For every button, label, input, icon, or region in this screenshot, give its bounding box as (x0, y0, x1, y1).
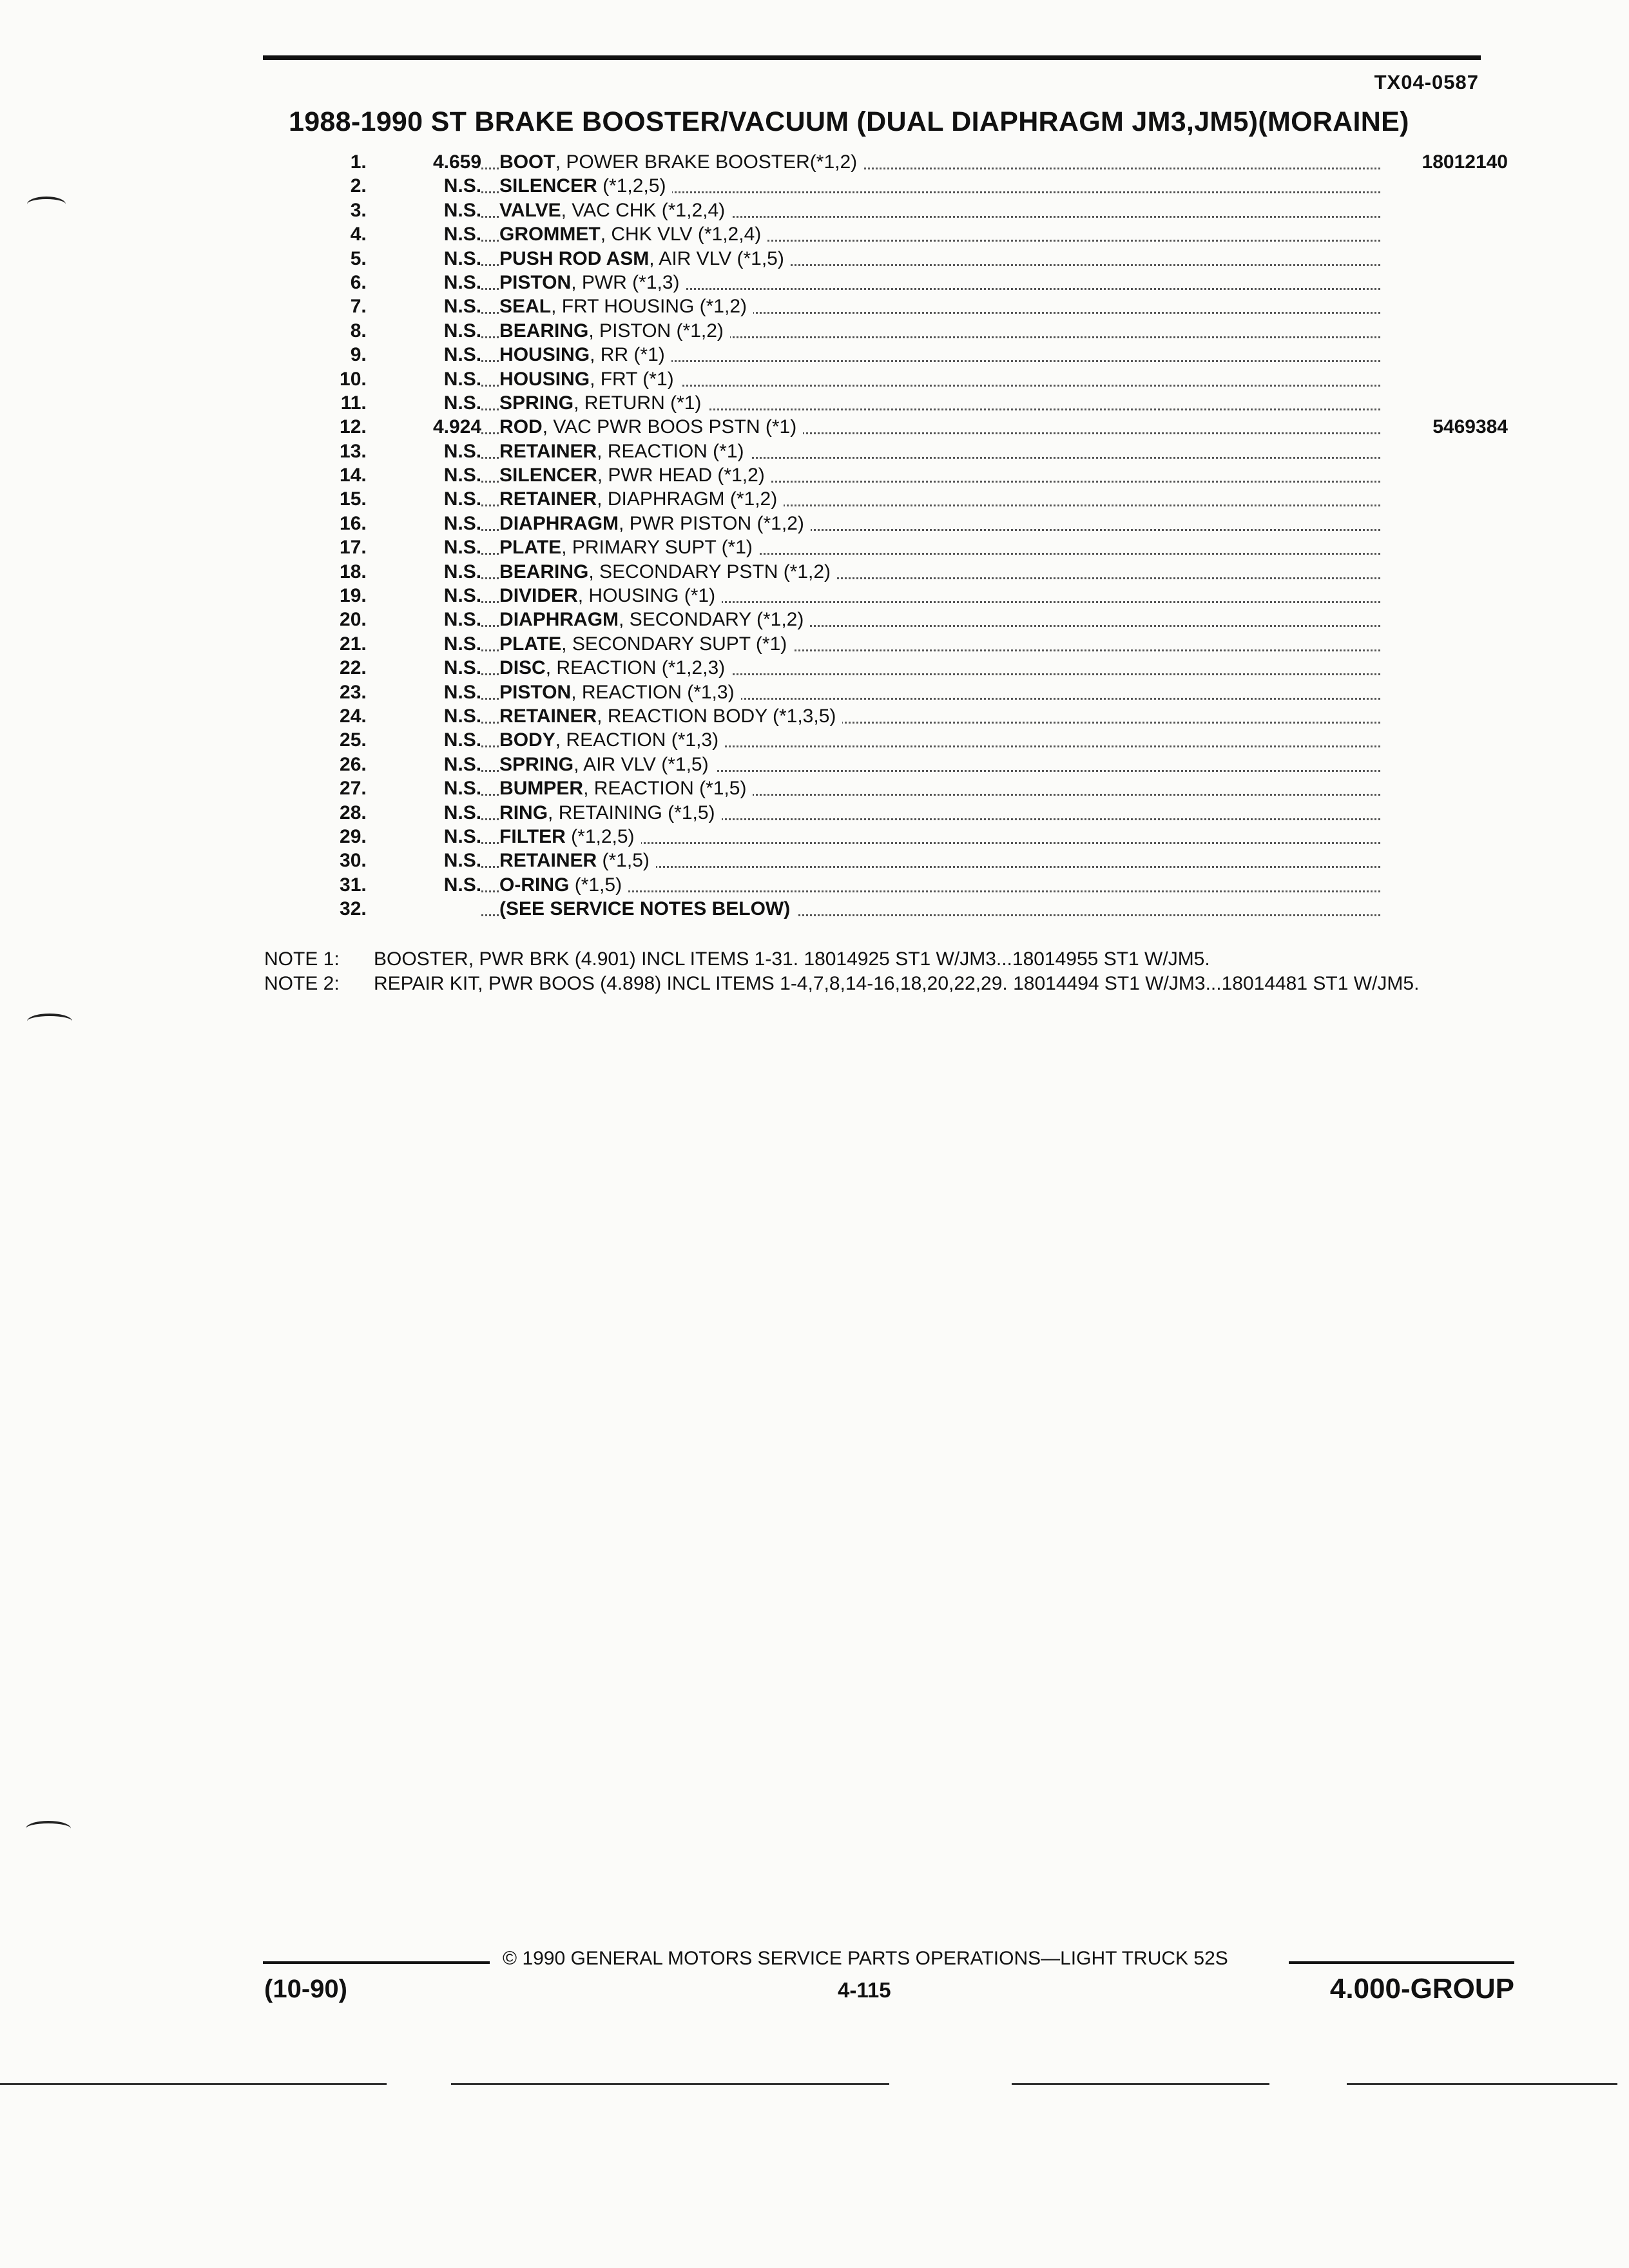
scan-artifact-line (0, 2083, 387, 2085)
item-number: 17. (340, 537, 367, 559)
illustration-number: N.S. (443, 802, 482, 823)
part-row (284, 753, 1508, 776)
part-row (284, 704, 1508, 728)
part-detail: , PRIMARY SUPT (*1) (561, 537, 753, 559)
part-description (481, 150, 1380, 174)
part-detail: , REACTION (*1,3) (571, 681, 735, 703)
gm-part-number (1380, 391, 1508, 415)
part-detail: , REACTION (*1,3) (555, 729, 719, 751)
scan-artifact-mark (27, 1014, 72, 1029)
gm-part-number (1380, 294, 1508, 318)
item-number: 23. (340, 681, 367, 703)
part-detail: , RR (*1) (590, 344, 665, 366)
part-description (481, 343, 1380, 367)
illustration-number: N.S. (443, 657, 482, 679)
part-name: RING (499, 802, 548, 823)
part-detail: , FRT HOUSING (*1,2) (551, 296, 747, 318)
item-number: 25. (340, 729, 367, 751)
scan-artifact-line (451, 2083, 889, 2085)
scan-artifact-mark (26, 1821, 71, 1836)
gm-part-number: 5469384 (1432, 416, 1508, 438)
part-detail: , POWER BRAKE BOOSTER(*1,2) (555, 151, 858, 173)
part-name: (SEE SERVICE NOTES BELOW) (499, 898, 791, 920)
illustration-number: N.S. (443, 681, 482, 703)
part-detail: , AIR VLV (*1,5) (649, 247, 784, 269)
part-name: SEAL (499, 296, 552, 318)
part-description (481, 487, 1380, 511)
part-detail: , RETAINING (*1,5) (548, 802, 715, 823)
part-row (284, 391, 1508, 415)
part-name: ROD (499, 416, 543, 438)
part-row (284, 487, 1508, 511)
gm-part-number (1380, 439, 1508, 463)
part-name: DIAPHRAGM (499, 512, 619, 534)
note-row (264, 947, 1521, 972)
part-name: RETAINER (499, 705, 597, 727)
part-row (284, 776, 1508, 800)
part-row (284, 294, 1508, 318)
gm-part-number (1380, 367, 1508, 391)
part-detail: , AIR VLV (*1,5) (574, 753, 709, 775)
illustration-number: N.S. (443, 729, 482, 751)
illustration-number (367, 897, 481, 921)
part-row (284, 801, 1508, 825)
item-number: 5. (350, 247, 367, 269)
illustration-number: N.S. (443, 633, 482, 655)
illustration-number: N.S. (443, 440, 482, 462)
item-number: 16. (340, 512, 367, 534)
gm-part-number (1380, 247, 1508, 271)
part-description (481, 463, 1380, 487)
item-number: 18. (340, 561, 367, 582)
part-row (284, 825, 1508, 849)
illustration-number: N.S. (443, 296, 482, 318)
part-description (481, 512, 1380, 535)
illustration-number: N.S. (443, 465, 482, 486)
part-detail: (*1,5) (597, 850, 650, 872)
part-description (481, 367, 1380, 391)
part-row (284, 512, 1508, 535)
part-description (481, 849, 1380, 872)
part-name: BEARING (499, 561, 589, 582)
part-name: PUSH ROD ASM (499, 247, 650, 269)
part-description (481, 608, 1380, 631)
part-description (481, 560, 1380, 584)
part-detail: , CHK VLV (*1,2,4) (600, 224, 762, 245)
part-name: BEARING (499, 320, 589, 341)
part-detail: , SECONDARY SUPT (*1) (561, 633, 787, 655)
item-number: 31. (340, 874, 367, 896)
illustration-number: N.S. (443, 175, 482, 197)
item-number: 10. (340, 368, 367, 390)
part-detail: , SECONDARY (*1,2) (619, 609, 804, 631)
note-text: BOOSTER, PWR BRK (4.901) INCL ITEMS 1-31. 18014925 ST1 W/JM3...18014955 ST1 W/JM5. (374, 948, 1210, 970)
part-row (284, 439, 1508, 463)
illustration-number: N.S. (443, 199, 482, 221)
item-number: 7. (350, 296, 367, 318)
part-detail: , FRT (*1) (590, 368, 674, 390)
part-description (481, 753, 1380, 776)
page-number: 4-115 (838, 1978, 891, 2002)
part-detail: , VAC CHK (*1,2,4) (561, 199, 726, 221)
illustration-number: 4.924 (432, 416, 482, 438)
part-detail: , PISTON (*1,2) (588, 320, 724, 341)
part-name: PLATE (499, 537, 562, 559)
item-number: 3. (350, 199, 367, 221)
part-row (284, 656, 1508, 680)
part-row (284, 247, 1508, 271)
illustration-number: N.S. (443, 488, 482, 510)
group-number: 4.000-GROUP (1329, 1973, 1514, 2004)
top-rule (263, 55, 1481, 60)
gm-part-number (1380, 776, 1508, 800)
revision-date: (10-90) (264, 1975, 347, 2003)
illustration-number: N.S. (443, 850, 482, 872)
gm-part-number (1380, 801, 1508, 825)
item-number: 29. (340, 825, 367, 847)
part-description (481, 415, 1380, 439)
part-description (481, 247, 1380, 271)
gm-part-number (1380, 343, 1508, 367)
scan-artifact-line (1012, 2083, 1269, 2085)
part-name: SILENCER (499, 465, 597, 486)
service-notes (264, 947, 1521, 996)
item-number: 9. (350, 344, 367, 366)
item-number: 8. (350, 320, 367, 341)
part-row (284, 632, 1508, 656)
item-number: 27. (340, 778, 367, 800)
part-description (481, 439, 1380, 463)
note-label: NOTE 2: (264, 973, 340, 994)
part-name: BOOT (499, 151, 555, 173)
part-row (284, 271, 1508, 294)
illustration-number: 4.659 (432, 151, 482, 173)
note-row (264, 972, 1521, 996)
part-description (481, 776, 1380, 800)
gm-part-number (1380, 463, 1508, 487)
illustration-number: N.S. (443, 609, 482, 631)
gm-part-number (1380, 873, 1508, 897)
part-detail: , VAC PWR BOOS PSTN (*1) (542, 416, 797, 438)
gm-part-number (1380, 849, 1508, 872)
note-label: NOTE 1: (264, 948, 340, 970)
gm-part-number (1380, 512, 1508, 535)
part-description (481, 680, 1380, 704)
gm-part-number (1380, 897, 1508, 921)
part-description (481, 294, 1380, 318)
part-row (284, 608, 1508, 631)
part-name: SPRING (499, 753, 574, 775)
part-name: O-RING (499, 874, 570, 896)
item-number: 11. (340, 392, 367, 414)
part-row (284, 873, 1508, 897)
gm-part-number (1380, 487, 1508, 511)
part-name: BUMPER (499, 778, 584, 800)
part-description (481, 632, 1380, 656)
part-name: RETAINER (499, 440, 597, 462)
part-name: VALVE (499, 199, 561, 221)
gm-part-number (1380, 753, 1508, 776)
item-number: 30. (340, 850, 367, 872)
part-description (481, 801, 1380, 825)
gm-part-number (1380, 728, 1508, 752)
part-description (481, 704, 1380, 728)
scan-artifact-line (1347, 2083, 1617, 2085)
part-detail: (*1,2,5) (565, 825, 635, 847)
illustration-number: N.S. (443, 344, 482, 366)
item-number: 19. (340, 585, 367, 607)
part-row (284, 560, 1508, 584)
item-number: 6. (350, 271, 367, 293)
part-detail: , PWR PISTON (*1,2) (619, 512, 804, 534)
footer-rule-right (1289, 1961, 1514, 1964)
item-number: 32. (340, 898, 367, 920)
part-description (481, 584, 1380, 608)
part-description (481, 873, 1380, 897)
part-description (481, 656, 1380, 680)
page-title: 1988-1990 ST BRAKE BOOSTER/VACUUM (DUAL DIAPHRAGM JM3,JM5)(MORAINE) (289, 106, 1409, 137)
item-number: 14. (340, 465, 367, 486)
gm-part-number (1380, 680, 1508, 704)
illustration-number: N.S. (443, 753, 482, 775)
part-row (284, 728, 1508, 752)
part-row (284, 463, 1508, 487)
illustration-number: N.S. (443, 320, 482, 341)
part-detail: , PWR (*1,3) (571, 271, 680, 293)
item-number: 22. (340, 657, 367, 679)
part-row (284, 849, 1508, 872)
item-number: 12. (340, 416, 367, 438)
gm-part-number (1380, 825, 1508, 849)
part-name: GROMMET (499, 224, 601, 245)
copyright-notice: © 1990 GENERAL MOTORS SERVICE PARTS OPERATIONS—LIGHT TRUCK 52S (503, 1948, 1228, 1969)
part-detail: , REACTION (*1) (597, 440, 744, 462)
illustration-number: N.S. (443, 368, 482, 390)
part-name: PISTON (499, 271, 572, 293)
part-detail: , SECONDARY PSTN (*1,2) (588, 561, 831, 582)
part-detail: , REACTION (*1,5) (583, 778, 747, 800)
illustration-number: N.S. (443, 224, 482, 245)
note-text: REPAIR KIT, PWR BOOS (4.898) INCL ITEMS 1-4,7,8,14-16,18,20,22,29. 18014494 ST1 W/JM3...18014481 ST1 W/JM5. (374, 973, 1420, 994)
part-description (481, 897, 1380, 921)
part-detail: , HOUSING (*1) (577, 585, 716, 607)
illustration-number: N.S. (443, 825, 482, 847)
part-row (284, 680, 1508, 704)
part-detail: (*1,2,5) (597, 175, 666, 197)
part-name: SPRING (499, 392, 574, 414)
part-row (284, 174, 1508, 198)
parts-list (284, 150, 1508, 921)
illustration-number: N.S. (443, 537, 482, 559)
part-row (284, 897, 1508, 921)
item-number: 4. (350, 224, 367, 245)
part-name: RETAINER (499, 850, 597, 872)
part-name: RETAINER (499, 488, 597, 510)
gm-part-number (1380, 222, 1508, 246)
part-row (284, 198, 1508, 222)
document-id: TX04-0587 (1374, 71, 1479, 93)
part-description (481, 198, 1380, 222)
part-description (481, 319, 1380, 343)
gm-part-number (1380, 174, 1508, 198)
part-name: DIVIDER (499, 585, 578, 607)
item-number: 21. (340, 633, 367, 655)
gm-part-number (1380, 584, 1508, 608)
part-detail: , REACTION (*1,2,3) (545, 657, 726, 679)
illustration-number: N.S. (443, 392, 482, 414)
part-row (284, 343, 1508, 367)
item-number: 24. (340, 705, 367, 727)
part-name: SILENCER (499, 175, 597, 197)
part-detail: , PWR HEAD (*1,2) (597, 465, 765, 486)
part-detail: , DIAPHRAGM (*1,2) (597, 488, 778, 510)
part-name: HOUSING (499, 344, 590, 366)
illustration-number: N.S. (443, 874, 482, 896)
item-number: 15. (340, 488, 367, 510)
illustration-number: N.S. (443, 585, 482, 607)
illustration-number: N.S. (443, 271, 482, 293)
footer-rule-left (263, 1961, 490, 1964)
part-row (284, 367, 1508, 391)
part-description (481, 391, 1380, 415)
part-description (481, 728, 1380, 752)
illustration-number: N.S. (443, 512, 482, 534)
part-row (284, 415, 1508, 439)
gm-part-number (1380, 535, 1508, 559)
part-description (481, 825, 1380, 849)
gm-part-number (1380, 704, 1508, 728)
item-number: 20. (340, 609, 367, 631)
part-row (284, 150, 1508, 174)
part-description (481, 535, 1380, 559)
part-description (481, 222, 1380, 246)
item-number: 13. (340, 440, 367, 462)
part-row (284, 319, 1508, 343)
item-number: 26. (340, 753, 367, 775)
gm-part-number (1380, 560, 1508, 584)
part-description (481, 174, 1380, 198)
illustration-number: N.S. (443, 778, 482, 800)
scan-artifact-mark (27, 197, 66, 212)
part-row (284, 584, 1508, 608)
part-detail: (*1,5) (569, 874, 622, 896)
illustration-number: N.S. (443, 561, 482, 582)
gm-part-number (1380, 319, 1508, 343)
gm-part-number (1380, 632, 1508, 656)
part-description (481, 271, 1380, 294)
item-number: 2. (350, 175, 367, 197)
gm-part-number (1380, 198, 1508, 222)
gm-part-number: 18012140 (1422, 151, 1508, 173)
gm-part-number (1380, 271, 1508, 294)
part-name: FILTER (499, 825, 566, 847)
illustration-number: N.S. (443, 705, 482, 727)
gm-part-number (1380, 608, 1508, 631)
part-detail: , RETURN (*1) (574, 392, 702, 414)
part-name: PLATE (499, 633, 562, 655)
part-name: HOUSING (499, 368, 590, 390)
part-detail: , REACTION BODY (*1,3,5) (597, 705, 836, 727)
part-name: DIAPHRAGM (499, 609, 619, 631)
part-row (284, 222, 1508, 246)
part-row (284, 535, 1508, 559)
gm-part-number (1380, 656, 1508, 680)
part-name: DISC (499, 657, 546, 679)
item-number: 28. (340, 802, 367, 823)
part-name: BODY (499, 729, 555, 751)
item-number: 1. (350, 151, 367, 173)
part-name: PISTON (499, 681, 572, 703)
illustration-number: N.S. (443, 247, 482, 269)
